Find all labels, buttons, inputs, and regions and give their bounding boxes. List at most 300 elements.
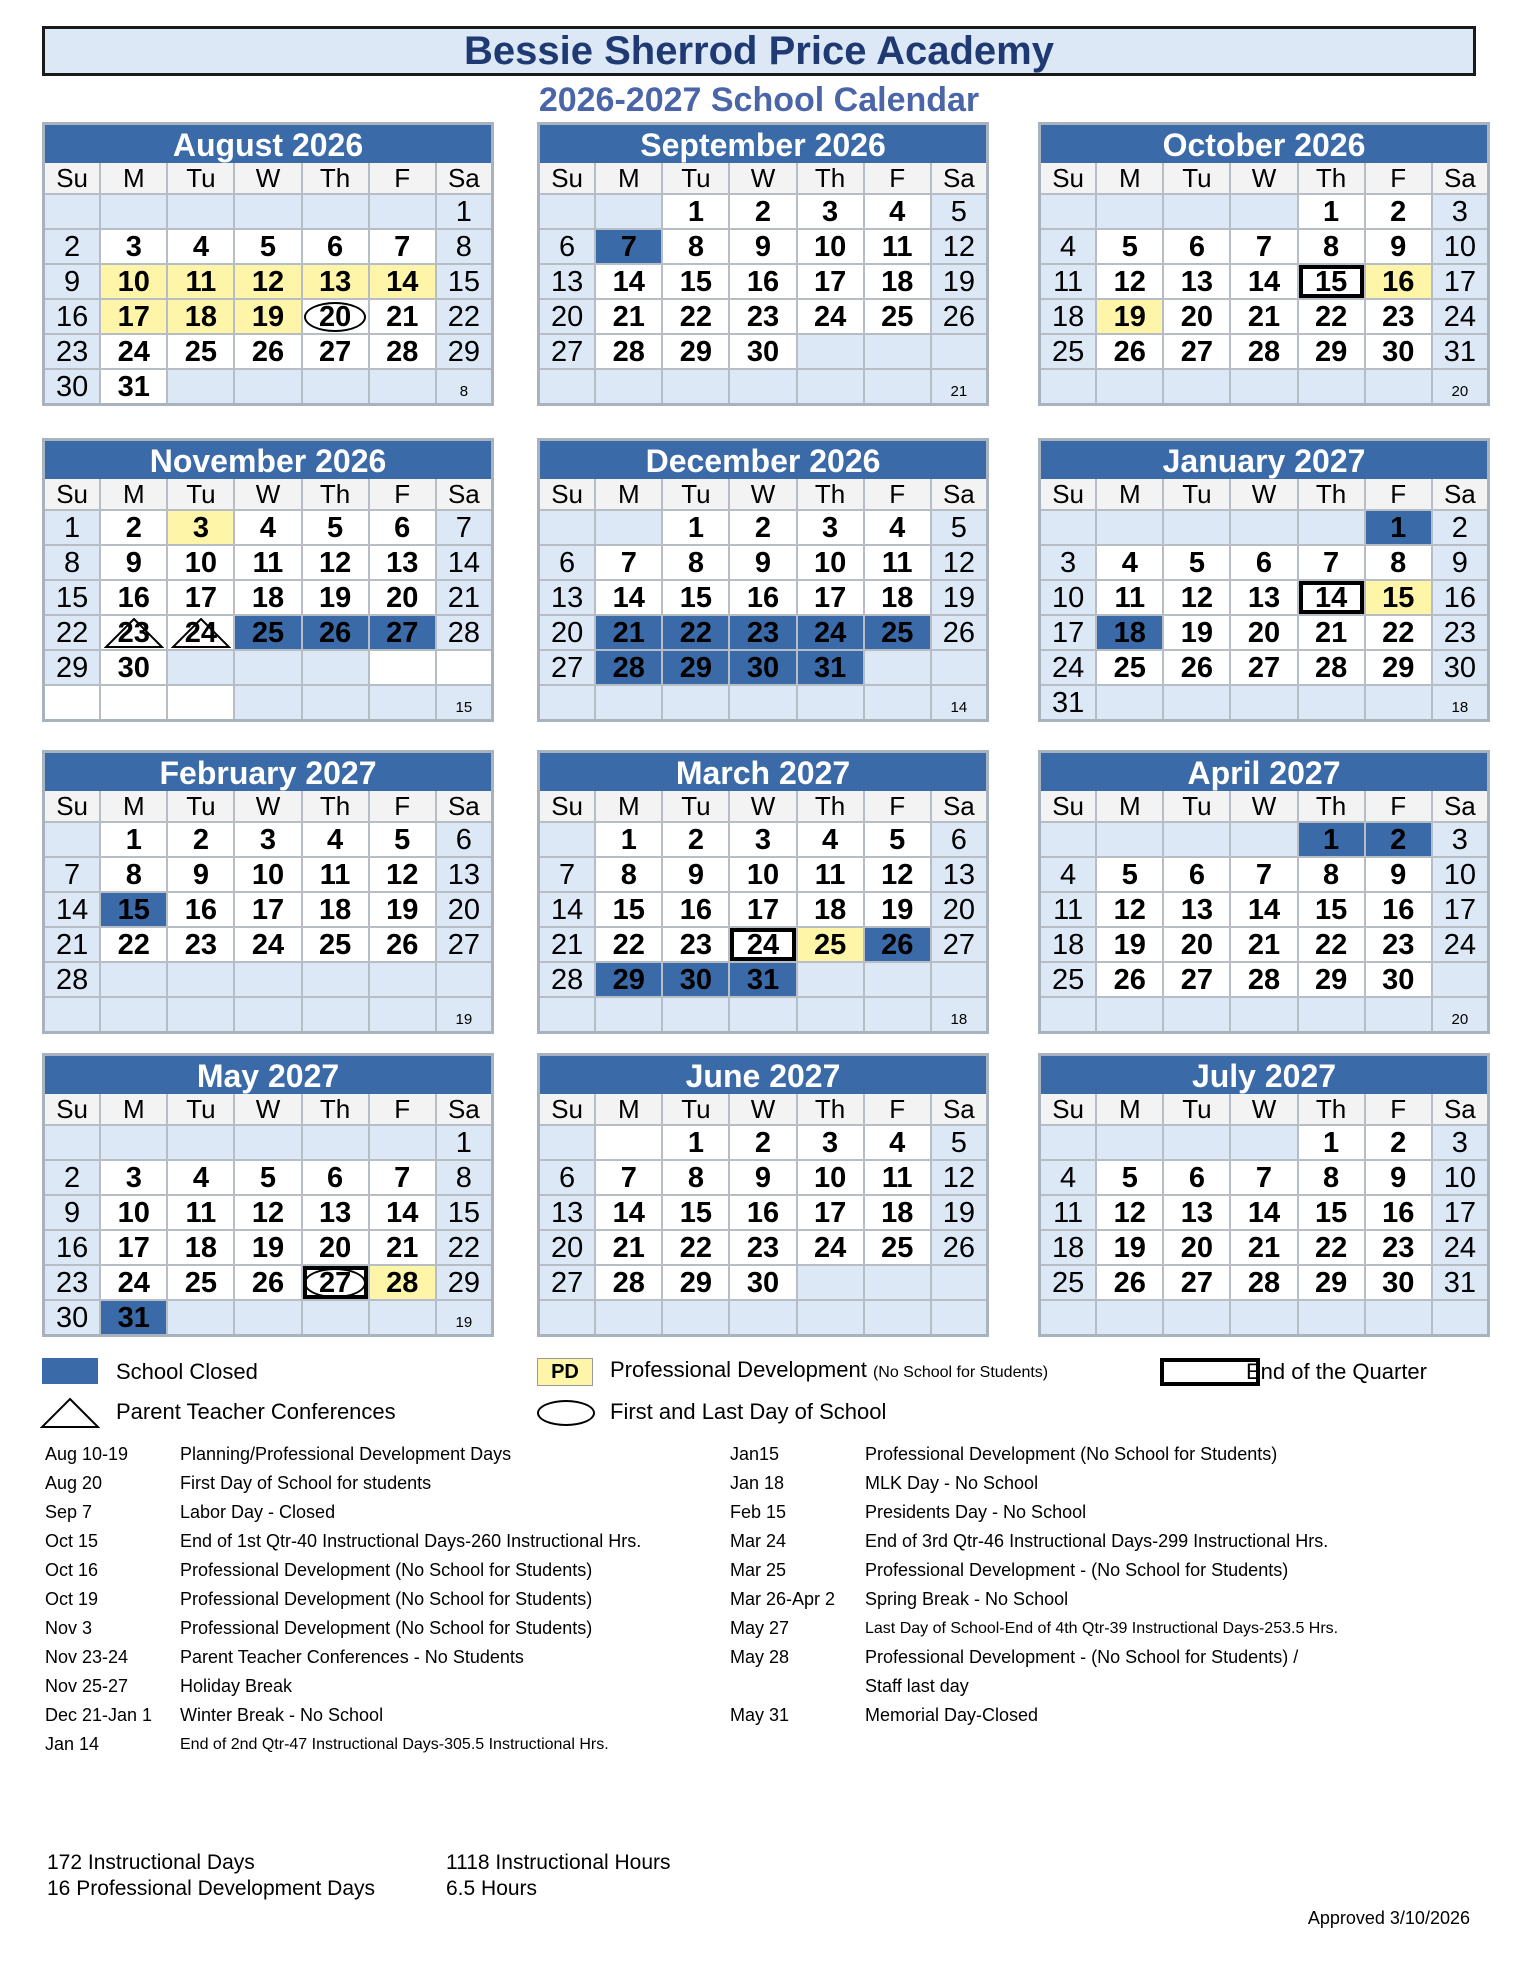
note-event: End of 1st Qtr-40 Instructional Days-260 Instructional Hrs.	[180, 1531, 642, 1551]
day-cell: 20	[932, 893, 986, 926]
day-cell: 21	[596, 616, 661, 649]
empty-cell	[1164, 998, 1229, 1031]
empty-cell	[303, 651, 368, 684]
empty-cell	[1041, 511, 1095, 544]
day-cell: 13	[437, 858, 491, 891]
month-november-2026	[42, 438, 494, 722]
day-cell: 26	[932, 616, 986, 649]
day-cell: 19	[932, 265, 986, 298]
day-cell: 22	[101, 928, 166, 961]
weekday-header: W	[1231, 163, 1296, 193]
day-cell: 25	[798, 928, 863, 961]
day-cell: 16	[730, 1196, 795, 1229]
empty-cell	[303, 1301, 368, 1334]
weekday-header: Tu	[168, 163, 233, 193]
weekday-header: Sa	[932, 163, 986, 193]
day-cell: 21	[1231, 928, 1296, 961]
legend-first-last-label: First and Last Day of School	[610, 1399, 887, 1424]
weekday-header: M	[101, 163, 166, 193]
note-row	[45, 1498, 641, 1527]
day-cell: 14	[370, 265, 435, 298]
day-cell: 13	[540, 581, 594, 614]
day-cell: 18	[1041, 1231, 1095, 1264]
empty-cell	[370, 370, 435, 403]
day-cell: 30	[730, 335, 795, 368]
day-cell: 31	[1433, 1266, 1487, 1299]
note-row	[730, 1614, 1338, 1643]
empty-cell	[1164, 686, 1229, 719]
weekday-header: Su	[45, 163, 99, 193]
empty-cell	[45, 1126, 99, 1159]
empty-cell	[370, 1126, 435, 1159]
weekday-header: Th	[798, 791, 863, 821]
day-cell: 6	[540, 1161, 594, 1194]
weekday-header: F	[370, 791, 435, 821]
weekday-header: W	[235, 1094, 300, 1124]
empty-cell	[101, 195, 166, 228]
day-cell: 29	[45, 651, 99, 684]
day-cell: 2	[730, 1126, 795, 1159]
day-cell: 28	[370, 1266, 435, 1299]
day-cell: 1	[1299, 823, 1364, 856]
day-cell: 7	[596, 546, 661, 579]
weekday-header: F	[1366, 791, 1431, 821]
day-cell: 24	[101, 335, 166, 368]
weekday-header: Tu	[168, 791, 233, 821]
day-cell: 17	[798, 581, 863, 614]
day-cell: 7	[370, 230, 435, 263]
empty-cell	[370, 651, 435, 684]
day-cell: 21	[370, 300, 435, 333]
note-date: Nov 3	[45, 1618, 93, 1638]
day-cell: 30	[45, 370, 99, 403]
empty-cell	[540, 370, 594, 403]
note-row	[45, 1614, 641, 1643]
weekday-header: Tu	[168, 479, 233, 509]
empty-cell	[1097, 511, 1162, 544]
day-cell: 20	[437, 893, 491, 926]
day-cell: 5	[932, 1126, 986, 1159]
day-cell: 10	[798, 546, 863, 579]
empty-cell	[101, 686, 166, 719]
day-cell: 19	[235, 1231, 300, 1264]
weekday-header: Sa	[932, 1094, 986, 1124]
weekday-header: F	[1366, 1094, 1431, 1124]
day-cell: 14	[437, 546, 491, 579]
empty-cell	[1231, 1301, 1296, 1334]
empty-cell	[235, 1126, 300, 1159]
note-row	[730, 1643, 1338, 1672]
day-cell: 11	[1041, 893, 1095, 926]
day-cell: 17	[730, 893, 795, 926]
hours-per-day: 6.5 Hours	[446, 1877, 538, 1900]
empty-cell	[1433, 686, 1487, 719]
day-cell: 23	[101, 616, 166, 649]
day-cell: 24	[235, 928, 300, 961]
weekday-header: Th	[798, 1094, 863, 1124]
day-cell: 8	[437, 1161, 491, 1194]
note-row	[45, 1701, 641, 1730]
day-cell: 26	[235, 1266, 300, 1299]
month-days-grid	[45, 1094, 491, 1334]
day-cell: 25	[1041, 1266, 1095, 1299]
day-cell: 9	[168, 858, 233, 891]
weekday-header: M	[596, 163, 661, 193]
note-event: Memorial Day-Closed	[865, 1705, 1039, 1725]
empty-cell	[540, 195, 594, 228]
notes-left	[45, 1440, 641, 1759]
weekday-header: Su	[540, 479, 594, 509]
legend-pd-text: Professional Development	[610, 1357, 867, 1382]
day-cell: 29	[1299, 963, 1364, 996]
empty-cell	[540, 1126, 594, 1159]
day-cell: 26	[303, 616, 368, 649]
empty-cell	[303, 370, 368, 403]
day-cell: 18	[865, 1196, 930, 1229]
day-cell: 7	[437, 511, 491, 544]
weekday-header: W	[235, 479, 300, 509]
empty-cell	[1097, 686, 1162, 719]
day-cell: 27	[370, 616, 435, 649]
day-cell: 19	[370, 893, 435, 926]
month-days-grid	[45, 791, 491, 1031]
day-cell: 11	[1041, 265, 1095, 298]
note-event: Labor Day - Closed	[180, 1502, 336, 1522]
day-cell: 27	[1164, 963, 1229, 996]
weekday-header: F	[865, 1094, 930, 1124]
day-cell: 20	[1164, 928, 1229, 961]
day-cell: 8	[45, 546, 99, 579]
day-cell: 28	[1299, 651, 1364, 684]
day-cell: 8	[437, 230, 491, 263]
empty-cell	[168, 1126, 233, 1159]
empty-cell	[865, 335, 930, 368]
day-cell: 23	[1366, 300, 1431, 333]
month-july-2027	[1038, 1053, 1490, 1337]
month-days-grid	[1041, 791, 1487, 1031]
note-event: Presidents Day - No School	[865, 1502, 1087, 1522]
month-title: September 2026	[540, 125, 986, 163]
month-title: December 2026	[540, 441, 986, 479]
empty-cell	[1231, 511, 1296, 544]
day-cell: 27	[437, 928, 491, 961]
day-cell: 30	[1366, 963, 1431, 996]
note-date: Sep 7	[45, 1502, 93, 1522]
day-cell: 13	[370, 546, 435, 579]
empty-cell	[865, 1266, 930, 1299]
empty-cell	[932, 1266, 986, 1299]
day-cell: 9	[663, 858, 728, 891]
empty-cell	[1231, 686, 1296, 719]
note-date: Oct 16	[45, 1560, 99, 1580]
legend-pd-badge: PD	[537, 1358, 593, 1386]
day-cell: 10	[101, 265, 166, 298]
empty-cell	[303, 963, 368, 996]
weekday-header: Th	[1299, 791, 1364, 821]
day-cell: 27	[540, 651, 594, 684]
day-cell: 28	[370, 335, 435, 368]
weekday-header: F	[865, 163, 930, 193]
empty-cell	[540, 511, 594, 544]
day-cell: 23	[663, 928, 728, 961]
day-cell: 19	[1097, 1231, 1162, 1264]
weekday-header: F	[1366, 163, 1431, 193]
weekday-header: Th	[303, 479, 368, 509]
month-days-grid	[540, 791, 986, 1031]
note-event: Holiday Break	[180, 1676, 293, 1696]
first-last-day-oval-icon	[304, 302, 366, 332]
instructional-days-count: 14	[950, 699, 968, 716]
day-cell: 8	[1299, 858, 1364, 891]
day-cell: 15	[45, 581, 99, 614]
month-february-2027	[42, 750, 494, 1034]
empty-cell	[1433, 998, 1487, 1031]
page-title: Bessie Sherrod Price Academy	[42, 26, 1476, 76]
day-cell: 3	[798, 511, 863, 544]
day-cell: 12	[932, 546, 986, 579]
day-cell: 6	[303, 1161, 368, 1194]
day-cell: 14	[596, 1196, 661, 1229]
weekday-header: F	[370, 479, 435, 509]
day-cell: 25	[235, 616, 300, 649]
day-cell: 6	[540, 546, 594, 579]
day-cell: 4	[1041, 1161, 1095, 1194]
total-instructional-days: 172 Instructional Days	[47, 1851, 255, 1874]
empty-cell	[596, 1301, 661, 1334]
empty-cell	[303, 686, 368, 719]
note-event: End of 3rd Qtr-46 Instructional Days-299 Instructional Hrs.	[865, 1531, 1329, 1551]
day-cell: 22	[1299, 1231, 1364, 1264]
day-cell: 8	[1299, 1161, 1364, 1194]
day-cell: 24	[798, 1231, 863, 1264]
empty-cell	[235, 370, 300, 403]
day-cell: 29	[663, 651, 728, 684]
day-cell: 17	[1433, 1196, 1487, 1229]
day-cell: 29	[1299, 1266, 1364, 1299]
weekday-header: Sa	[932, 791, 986, 821]
day-cell: 10	[235, 858, 300, 891]
weekday-header: Su	[1041, 791, 1095, 821]
legend-eoq-box	[1160, 1358, 1260, 1386]
month-december-2026	[537, 438, 989, 722]
weekday-header: Tu	[663, 479, 728, 509]
day-cell: 18	[1097, 616, 1162, 649]
legend-pd-label	[610, 1356, 1048, 1387]
note-row	[45, 1556, 641, 1585]
day-cell: 10	[168, 546, 233, 579]
month-title: November 2026	[45, 441, 491, 479]
day-cell: 29	[596, 963, 661, 996]
day-cell: 16	[45, 1231, 99, 1264]
day-cell: 6	[1164, 230, 1229, 263]
note-date: Mar 25	[730, 1560, 787, 1580]
weekday-header: M	[1097, 479, 1162, 509]
day-cell: 23	[45, 1266, 99, 1299]
day-cell: 19	[1164, 616, 1229, 649]
empty-cell	[1041, 998, 1095, 1031]
empty-cell	[370, 195, 435, 228]
day-cell: 2	[45, 1161, 99, 1194]
day-cell: 15	[663, 265, 728, 298]
day-cell: 31	[1041, 686, 1095, 719]
empty-cell	[865, 651, 930, 684]
month-days-grid	[1041, 163, 1487, 403]
empty-cell	[168, 1301, 233, 1334]
empty-cell	[1231, 823, 1296, 856]
day-cell: 21	[370, 1231, 435, 1264]
day-cell: 14	[596, 581, 661, 614]
month-title: February 2027	[45, 753, 491, 791]
empty-cell	[1164, 195, 1229, 228]
day-cell: 5	[235, 230, 300, 263]
day-cell: 1	[596, 823, 661, 856]
empty-cell	[596, 1126, 661, 1159]
empty-cell	[168, 651, 233, 684]
note-event: Professional Development (No School for Students)	[180, 1589, 593, 1609]
day-cell: 2	[101, 511, 166, 544]
month-title: April 2027	[1041, 753, 1487, 791]
day-cell: 29	[1366, 651, 1431, 684]
day-cell: 7	[1231, 1161, 1296, 1194]
instructional-days-count: 18	[1451, 699, 1469, 716]
day-cell: 19	[865, 893, 930, 926]
day-cell: 19	[932, 581, 986, 614]
triangle-icon	[40, 1397, 100, 1429]
month-title: August 2026	[45, 125, 491, 163]
day-cell: 19	[235, 300, 300, 333]
month-title: March 2027	[540, 753, 986, 791]
day-cell: 11	[235, 546, 300, 579]
empty-cell	[730, 1301, 795, 1334]
day-cell: 2	[1366, 1126, 1431, 1159]
weekday-header: W	[1231, 1094, 1296, 1124]
empty-cell	[730, 998, 795, 1031]
day-cell: 28	[596, 1266, 661, 1299]
weekday-header: F	[370, 1094, 435, 1124]
empty-cell	[235, 195, 300, 228]
empty-cell	[1231, 370, 1296, 403]
weekday-header: Su	[45, 479, 99, 509]
instructional-days-count: 18	[950, 1011, 968, 1028]
weekday-header: M	[101, 479, 166, 509]
note-row	[45, 1730, 641, 1759]
note-date: Oct 19	[45, 1589, 99, 1609]
weekday-header: W	[730, 791, 795, 821]
day-cell: 27	[303, 335, 368, 368]
empty-cell	[168, 686, 233, 719]
day-cell: 6	[437, 823, 491, 856]
empty-cell	[1097, 195, 1162, 228]
day-cell: 17	[798, 1196, 863, 1229]
day-cell: 9	[1366, 858, 1431, 891]
note-event: Professional Development - (No School for Students) /	[865, 1647, 1299, 1667]
legend-eoq-label: End of the Quarter	[1246, 1359, 1427, 1384]
weekday-header: Sa	[932, 479, 986, 509]
note-date: Mar 24	[730, 1531, 787, 1551]
empty-cell	[932, 686, 986, 719]
weekday-header: M	[1097, 1094, 1162, 1124]
empty-cell	[370, 963, 435, 996]
day-cell: 6	[303, 230, 368, 263]
empty-cell	[730, 370, 795, 403]
day-cell: 14	[370, 1196, 435, 1229]
day-cell: 13	[1231, 581, 1296, 614]
day-cell: 23	[1366, 928, 1431, 961]
day-cell: 10	[1041, 581, 1095, 614]
weekday-header: Th	[798, 479, 863, 509]
day-cell: 1	[45, 511, 99, 544]
weekday-header: Sa	[1433, 479, 1487, 509]
empty-cell	[1433, 370, 1487, 403]
day-cell: 2	[663, 823, 728, 856]
day-cell: 26	[932, 300, 986, 333]
day-cell: 7	[596, 230, 661, 263]
instructional-days-count: 20	[1451, 383, 1469, 400]
weekday-header: W	[235, 791, 300, 821]
day-cell: 6	[1164, 858, 1229, 891]
weekday-header: W	[730, 479, 795, 509]
day-cell: 15	[663, 1196, 728, 1229]
day-cell: 6	[932, 823, 986, 856]
day-cell: 5	[865, 823, 930, 856]
day-cell: 3	[235, 823, 300, 856]
day-cell: 10	[1433, 230, 1487, 263]
empty-cell	[370, 686, 435, 719]
empty-cell	[45, 686, 99, 719]
day-cell: 22	[663, 1231, 728, 1264]
note-event: Last Day of School-End of 4th Qtr-39 Instructional Days-253.5 Hrs.	[865, 1620, 1339, 1637]
empty-cell	[437, 686, 491, 719]
day-cell: 31	[1433, 335, 1487, 368]
day-cell: 1	[437, 195, 491, 228]
day-cell: 4	[865, 195, 930, 228]
day-cell: 24	[168, 616, 233, 649]
day-cell: 2	[1366, 823, 1431, 856]
day-cell: 27	[540, 335, 594, 368]
weekday-header: M	[596, 791, 661, 821]
note-row	[45, 1672, 641, 1701]
day-cell: 14	[540, 893, 594, 926]
month-days-grid	[1041, 479, 1487, 719]
day-cell: 7	[596, 1161, 661, 1194]
day-cell: 15	[1299, 265, 1364, 298]
empty-cell	[1231, 195, 1296, 228]
weekday-header: Tu	[1164, 791, 1229, 821]
empty-cell	[437, 963, 491, 996]
day-cell: 15	[437, 1196, 491, 1229]
day-cell: 3	[101, 1161, 166, 1194]
day-cell: 27	[1231, 651, 1296, 684]
weekday-header: Th	[303, 163, 368, 193]
day-cell: 16	[168, 893, 233, 926]
empty-cell	[1164, 823, 1229, 856]
day-cell: 27	[1164, 335, 1229, 368]
day-cell: 11	[798, 858, 863, 891]
note-row	[730, 1498, 1338, 1527]
day-cell: 29	[1299, 335, 1364, 368]
day-cell: 23	[730, 616, 795, 649]
day-cell: 12	[932, 230, 986, 263]
day-cell: 16	[1366, 893, 1431, 926]
day-cell: 11	[865, 230, 930, 263]
day-cell: 26	[1097, 1266, 1162, 1299]
empty-cell	[370, 1301, 435, 1334]
day-cell: 22	[437, 1231, 491, 1264]
day-cell: 5	[303, 511, 368, 544]
month-days-grid	[45, 479, 491, 719]
day-cell: 25	[303, 928, 368, 961]
day-cell: 2	[168, 823, 233, 856]
